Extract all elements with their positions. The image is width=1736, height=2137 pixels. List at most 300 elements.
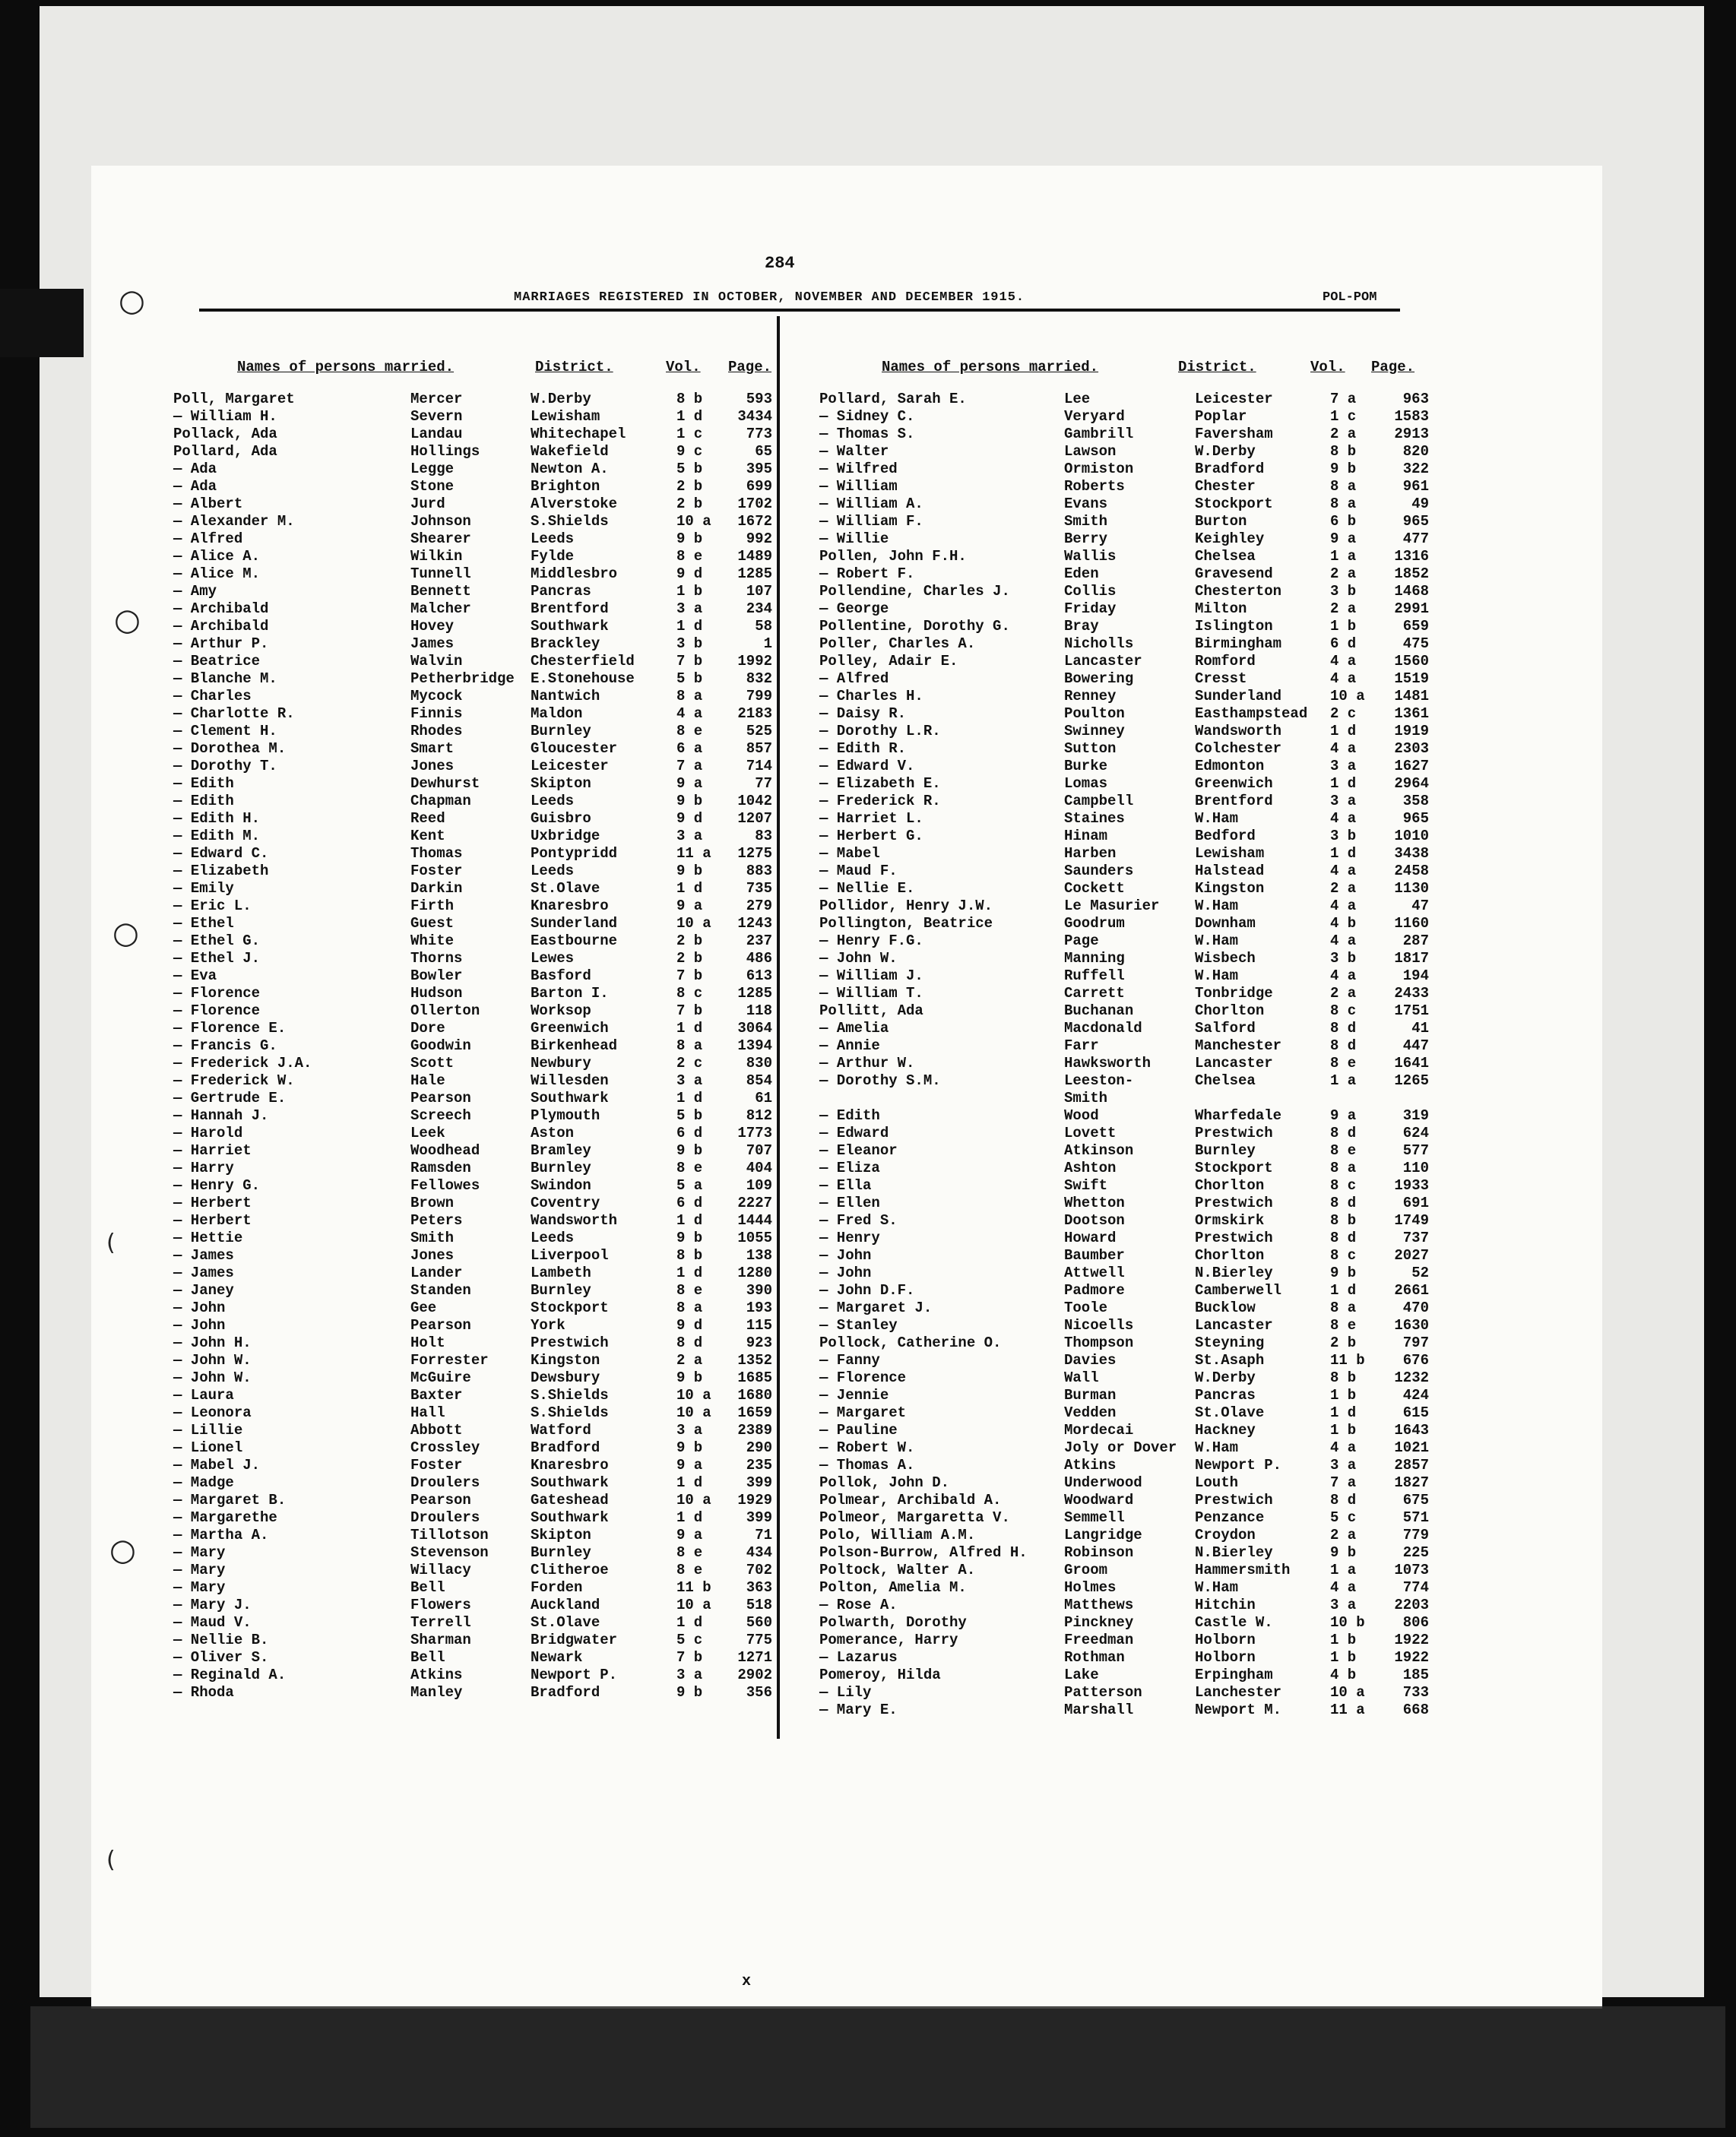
register-entry <box>173 1649 774 1667</box>
entry-volume: 4 b <box>1330 1667 1357 1683</box>
entry-name: — Edith <box>819 1107 880 1124</box>
entry-spouse-surname: Pearson <box>410 1317 471 1334</box>
entry-spouse-surname: Flowers <box>410 1597 471 1613</box>
entry-volume: 6 d <box>676 1125 703 1141</box>
register-entry <box>173 1037 774 1055</box>
entry-page: 737 <box>1402 1230 1429 1246</box>
entry-volume: 9 b <box>676 1230 703 1246</box>
entry-volume: 1 a <box>1330 548 1357 565</box>
entry-page: 832 <box>746 670 772 687</box>
entry-page: 668 <box>1402 1702 1429 1718</box>
entry-name: — Dorothy S.M. <box>819 1072 941 1089</box>
entry-volume: 11 a <box>676 845 711 862</box>
entry-spouse-surname: Macdonald <box>1064 1020 1142 1037</box>
entry-spouse-surname: Lomas <box>1064 775 1108 792</box>
entry-spouse-surname: Baxter <box>410 1387 463 1404</box>
entry-district: Newport P. <box>1195 1457 1282 1474</box>
entry-spouse-surname: Manning <box>1064 950 1125 967</box>
entry-district: Alverstoke <box>531 495 618 512</box>
entry-volume: 1 d <box>676 1474 703 1491</box>
register-entry <box>173 548 774 565</box>
entry-district: Romford <box>1195 653 1256 670</box>
entry-page: 41 <box>1411 1020 1429 1037</box>
entry-spouse-surname: Collis <box>1064 583 1117 600</box>
entry-district: Poplar <box>1195 408 1247 425</box>
entry-district: Lanchester <box>1195 1684 1282 1701</box>
entry-volume: 9 b <box>676 793 703 809</box>
entry-volume: 9 b <box>1330 1265 1357 1281</box>
entry-spouse-surname: Wilkin <box>410 548 463 565</box>
entry-spouse-surname: Nicoells <box>1064 1317 1134 1334</box>
entry-name: Pollington, Beatrice <box>819 915 993 932</box>
entry-page: 702 <box>746 1562 772 1578</box>
entry-page: 1275 <box>737 845 772 862</box>
entry-name: — William T. <box>819 985 923 1002</box>
entry-spouse-surname: Whetton <box>1064 1195 1125 1211</box>
entry-name: — Arthur W. <box>819 1055 915 1072</box>
entry-spouse-surname: Jurd <box>410 495 445 512</box>
entry-district: Coventry <box>531 1195 600 1211</box>
entry-volume: 4 b <box>1330 915 1357 932</box>
entry-district: Bridgwater <box>531 1632 618 1648</box>
entry-name: — Frederick J.A. <box>173 1055 312 1072</box>
entry-district: Aston <box>531 1125 575 1141</box>
entry-name: — Edith R. <box>819 740 907 757</box>
entry-page: 733 <box>1402 1684 1429 1701</box>
entry-volume: 7 b <box>676 967 703 984</box>
entry-volume: 8 a <box>1330 495 1357 512</box>
register-entry <box>173 1369 774 1387</box>
register-entry <box>173 1562 774 1579</box>
entry-name: — Madge <box>173 1474 234 1491</box>
entry-volume: 3 a <box>676 1667 703 1683</box>
register-entry <box>819 600 1435 618</box>
entry-spouse-surname: Woodward <box>1064 1492 1134 1509</box>
entry-district: Burnley <box>531 723 591 739</box>
entry-name: — Frederick R. <box>819 793 941 809</box>
entry-volume: 3 a <box>1330 1597 1357 1613</box>
entry-name: — Dorothy T. <box>173 758 277 774</box>
entry-spouse-surname: Nicholls <box>1064 635 1134 652</box>
entry-district: Newark <box>531 1649 583 1666</box>
entry-district: Chorlton <box>1195 1177 1265 1194</box>
entry-name: — Blanche M. <box>173 670 277 687</box>
entry-volume: 8 e <box>676 1562 703 1578</box>
entry-volume: 8 e <box>676 1282 703 1299</box>
left-entries-column <box>173 391 774 1702</box>
entry-volume: 2 a <box>676 1352 703 1369</box>
register-entry <box>173 705 774 723</box>
entry-district: Bucklow <box>1195 1300 1256 1316</box>
entry-spouse-surname: Lee <box>1064 391 1091 407</box>
entry-spouse-surname: Burke <box>1064 758 1108 774</box>
entry-volume: 4 a <box>1330 932 1357 949</box>
register-entry <box>819 530 1435 548</box>
entry-spouse-surname: Hinam <box>1064 828 1108 844</box>
entry-name: — Harry <box>173 1160 234 1176</box>
entry-spouse-surname: Buchanan <box>1064 1002 1134 1019</box>
register-entry <box>819 1474 1435 1492</box>
entry-spouse-surname: Joly or Dover <box>1064 1439 1177 1456</box>
entry-name: — Edith H. <box>173 810 261 827</box>
register-entry <box>173 1020 774 1037</box>
entry-district: Plymouth <box>531 1107 600 1124</box>
register-entry <box>819 1090 1435 1107</box>
entry-spouse-surname: Farr <box>1064 1037 1099 1054</box>
entry-spouse-surname: Tillotson <box>410 1527 489 1543</box>
entry-page: 118 <box>746 1002 772 1019</box>
entry-page: 395 <box>746 461 772 477</box>
entry-spouse-surname: Goodrum <box>1064 915 1125 932</box>
entry-page: 109 <box>746 1177 772 1194</box>
register-entry <box>819 863 1435 880</box>
entry-page: 2389 <box>737 1422 772 1439</box>
entry-district: Brackley <box>531 635 600 652</box>
entry-volume: 8 b <box>1330 1212 1357 1229</box>
entry-volume: 8 d <box>1330 1195 1357 1211</box>
entry-page: 225 <box>1402 1544 1429 1561</box>
entry-page: 735 <box>746 880 772 897</box>
entry-volume: 10 a <box>1330 688 1365 704</box>
entry-district: S.Shields <box>531 1387 609 1404</box>
entry-district: Colchester <box>1195 740 1282 757</box>
entry-name: — Harriet L. <box>819 810 923 827</box>
entry-volume: 2 c <box>676 1055 703 1072</box>
register-entry <box>173 391 774 408</box>
entry-page: 1827 <box>1394 1474 1429 1491</box>
entry-name: Polson-Burrow, Alfred H. <box>819 1544 1028 1561</box>
entry-district: Forden <box>531 1579 583 1596</box>
register-entry <box>819 391 1435 408</box>
binder-hole-icon: ○ <box>112 916 139 951</box>
entry-volume: 1 d <box>676 1020 703 1037</box>
register-entry <box>819 1300 1435 1317</box>
register-entry <box>819 583 1435 600</box>
entry-name: — Dorothy L.R. <box>819 723 941 739</box>
entry-volume: 8 e <box>1330 1142 1357 1159</box>
entry-page: 424 <box>1402 1387 1429 1404</box>
entry-spouse-surname: Legge <box>410 461 455 477</box>
entry-name: — Alexander M. <box>173 513 295 530</box>
register-entry <box>819 932 1435 950</box>
entry-spouse-surname: Page <box>1064 932 1099 949</box>
entry-spouse-surname: Hollings <box>410 443 480 460</box>
entry-name: — Alice A. <box>173 548 261 565</box>
entry-district: W.Derby <box>1195 443 1256 460</box>
entry-district: Pancras <box>1195 1387 1256 1404</box>
entry-district: Wandsworth <box>531 1212 618 1229</box>
entry-page: 1933 <box>1394 1177 1429 1194</box>
entry-name: — Annie <box>819 1037 880 1054</box>
entry-spouse-surname: Holt <box>410 1334 445 1351</box>
entry-page: 1160 <box>1394 915 1429 932</box>
entry-district: Whitechapel <box>531 426 626 442</box>
register-entry <box>173 1212 774 1230</box>
entry-name: — Emily <box>173 880 234 897</box>
entry-page: 1643 <box>1394 1422 1429 1439</box>
entry-name: — William J. <box>819 967 923 984</box>
entry-spouse-surname: Lovett <box>1064 1125 1117 1141</box>
register-entry <box>173 1422 774 1439</box>
entry-name: — Mary J. <box>173 1597 252 1613</box>
register-entry <box>819 898 1435 915</box>
entry-name: — Amelia <box>819 1020 889 1037</box>
entry-name: — Amy <box>173 583 217 600</box>
register-entry <box>173 1474 774 1492</box>
entry-page: 518 <box>746 1597 772 1613</box>
entry-page: 2913 <box>1394 426 1429 442</box>
entry-volume: 3 b <box>676 635 703 652</box>
entry-page: 1749 <box>1394 1212 1429 1229</box>
entry-name: — Willie <box>819 530 889 547</box>
entry-district: Bradford <box>1195 461 1265 477</box>
entry-volume: 10 a <box>676 513 711 530</box>
entry-spouse-surname: Stone <box>410 478 455 495</box>
register-entry <box>819 880 1435 898</box>
entry-volume: 4 a <box>1330 863 1357 879</box>
entry-page: 714 <box>746 758 772 774</box>
entry-district: N.Bierley <box>1195 1544 1273 1561</box>
entry-page: 774 <box>1402 1579 1429 1596</box>
entry-name: — Fred S. <box>819 1212 898 1229</box>
entry-page: 857 <box>746 740 772 757</box>
entry-page: 1280 <box>737 1265 772 1281</box>
entry-volume: 8 d <box>1330 1125 1357 1141</box>
entry-spouse-surname: Renney <box>1064 688 1117 704</box>
entry-spouse-surname: Freedman <box>1064 1632 1134 1648</box>
entry-spouse-surname: Padmore <box>1064 1282 1125 1299</box>
register-entry <box>819 967 1435 985</box>
entry-spouse-surname: Atkinson <box>1064 1142 1134 1159</box>
entry-spouse-surname: Davies <box>1064 1352 1117 1369</box>
entry-page: 779 <box>1402 1527 1429 1543</box>
entry-spouse-surname: Ormiston <box>1064 461 1134 477</box>
entry-page: 49 <box>1411 495 1429 512</box>
entry-page: 404 <box>746 1160 772 1176</box>
entry-district: Chelsea <box>1195 548 1256 565</box>
entry-district: Kingston <box>1195 880 1265 897</box>
scan-bottom-shadow <box>30 2006 1725 2128</box>
entry-page: 2661 <box>1394 1282 1429 1299</box>
entry-volume: 9 a <box>676 775 703 792</box>
entry-spouse-surname: Firth <box>410 898 455 914</box>
entry-page: 1641 <box>1394 1055 1429 1072</box>
register-entry <box>819 513 1435 530</box>
entry-district: Chelsea <box>1195 1072 1256 1089</box>
column-divider <box>777 316 780 1739</box>
entry-district: Chesterfield <box>531 653 635 670</box>
entry-name: — Alice M. <box>173 565 261 582</box>
register-entry <box>173 600 774 618</box>
entry-spouse-surname: Tunnell <box>410 565 471 582</box>
entry-spouse-surname: McGuire <box>410 1369 471 1386</box>
entry-volume: 10 a <box>676 1387 711 1404</box>
entry-spouse-surname: Hale <box>410 1072 445 1089</box>
entry-spouse-surname: Brown <box>410 1195 455 1211</box>
entry-volume: 8 b <box>1330 443 1357 460</box>
entry-page: 1055 <box>737 1230 772 1246</box>
register-entry <box>173 478 774 495</box>
entry-district: Nantwich <box>531 688 600 704</box>
entry-district: Chorlton <box>1195 1002 1265 1019</box>
entry-district: Chorlton <box>1195 1247 1265 1264</box>
entry-name: — Dorothea M. <box>173 740 287 757</box>
entry-volume: 10 a <box>676 1492 711 1509</box>
entry-name: — Ella <box>819 1177 872 1194</box>
entry-page: 965 <box>1402 810 1429 827</box>
entry-volume: 2 a <box>1330 565 1357 582</box>
entry-district: Fylde <box>531 548 575 565</box>
entry-name: Pollard, Sarah E. <box>819 391 967 407</box>
entry-district: W.Ham <box>1195 1579 1239 1596</box>
entry-volume: 4 a <box>1330 653 1357 670</box>
entry-volume: 1 c <box>1330 408 1357 425</box>
register-entry <box>173 1579 774 1597</box>
page-number: 284 <box>765 254 795 273</box>
entry-spouse-surname: Darkin <box>410 880 463 897</box>
entry-volume: 1 a <box>1330 1072 1357 1089</box>
entry-name: — Ethel G. <box>173 932 261 949</box>
entry-spouse-surname: Lawson <box>1064 443 1117 460</box>
entry-volume: 9 b <box>676 1369 703 1386</box>
entry-name: — William <box>819 478 898 495</box>
entry-spouse-surname: Fellowes <box>410 1177 480 1194</box>
entry-page: 2857 <box>1394 1457 1429 1474</box>
entry-volume: 1 d <box>676 880 703 897</box>
entry-page: 1271 <box>737 1649 772 1666</box>
entry-district: Sunderland <box>1195 688 1282 704</box>
register-entry <box>173 1177 774 1195</box>
entry-volume: 5 c <box>1330 1509 1357 1526</box>
right-header-names: Names of persons married. <box>882 359 1099 375</box>
entry-spouse-surname: Hovey <box>410 618 455 635</box>
entry-name: — Charles <box>173 688 252 704</box>
entry-page: 1702 <box>737 495 772 512</box>
register-entry <box>173 915 774 932</box>
entry-name: — Eva <box>173 967 217 984</box>
entry-volume: 10 a <box>676 1597 711 1613</box>
entry-spouse-surname: Langridge <box>1064 1527 1142 1543</box>
register-entry <box>819 1317 1435 1334</box>
entry-spouse-surname: Mycock <box>410 688 463 704</box>
entry-district: Bramley <box>531 1142 591 1159</box>
entry-page: 2964 <box>1394 775 1429 792</box>
entry-page: 624 <box>1402 1125 1429 1141</box>
entry-volume: 4 a <box>676 705 703 722</box>
entry-volume: 5 b <box>676 1107 703 1124</box>
register-entry <box>819 1579 1435 1597</box>
entry-volume: 1 b <box>676 583 703 600</box>
entry-spouse-surname: Rhodes <box>410 723 463 739</box>
entry-volume: 8 e <box>676 548 703 565</box>
name-range: POL-POM <box>1323 290 1377 305</box>
register-entry <box>819 1177 1435 1195</box>
entry-page: 923 <box>746 1334 772 1351</box>
entry-spouse-surname: Lander <box>410 1265 463 1281</box>
register-entry <box>173 443 774 461</box>
entry-page: 470 <box>1402 1300 1429 1316</box>
entry-page: 1773 <box>737 1125 772 1141</box>
entry-volume: 9 a <box>1330 530 1357 547</box>
entry-district: Burnley <box>531 1282 591 1299</box>
entry-page: 773 <box>746 426 772 442</box>
entry-page: 613 <box>746 967 772 984</box>
entry-district: Wakefield <box>531 443 609 460</box>
entry-page: 1394 <box>737 1037 772 1054</box>
entry-volume: 8 a <box>1330 478 1357 495</box>
register-entry <box>173 1509 774 1527</box>
entry-name: — Elizabeth <box>173 863 269 879</box>
entry-name: — Herbert <box>173 1195 252 1211</box>
entry-district: Bedford <box>1195 828 1256 844</box>
entry-district: Swindon <box>531 1177 591 1194</box>
entry-spouse-surname: Atkins <box>1064 1457 1117 1474</box>
entry-page: 1316 <box>1394 548 1429 565</box>
entry-spouse-surname: Hall <box>410 1404 445 1421</box>
entry-district: Tonbridge <box>1195 985 1273 1002</box>
register-entry <box>819 845 1435 863</box>
register-entry <box>819 705 1435 723</box>
entry-volume: 5 c <box>676 1632 703 1648</box>
register-entry <box>173 1352 774 1369</box>
entry-spouse-surname: Campbell <box>1064 793 1134 809</box>
register-entry <box>173 1090 774 1107</box>
register-entry <box>819 688 1435 705</box>
entry-name: — Henry F.G. <box>819 932 923 949</box>
entry-page: 1685 <box>737 1369 772 1386</box>
entry-name: Polton, Amelia M. <box>819 1579 967 1596</box>
entry-name: — John W. <box>173 1352 252 1369</box>
title-rule <box>199 309 1400 312</box>
entry-district: W.Ham <box>1195 810 1239 827</box>
entry-page: 138 <box>746 1247 772 1264</box>
entry-volume: 10 a <box>1330 1684 1365 1701</box>
entry-volume: 1 b <box>1330 1422 1357 1439</box>
entry-name: — Edith <box>173 793 234 809</box>
register-entry <box>173 408 774 426</box>
entry-page: 83 <box>755 828 772 844</box>
entry-volume: 9 c <box>676 443 703 460</box>
entry-volume: 8 d <box>1330 1230 1357 1246</box>
register-entry <box>173 1667 774 1684</box>
entry-district: St.Olave <box>531 1614 600 1631</box>
entry-volume: 8 a <box>676 688 703 704</box>
entry-district: Auckland <box>531 1597 600 1613</box>
entry-page: 1583 <box>1394 408 1429 425</box>
entry-spouse-surname: Pinckney <box>1064 1614 1134 1631</box>
entry-volume: 8 a <box>1330 1160 1357 1176</box>
entry-page: 659 <box>1402 618 1429 635</box>
register-entry <box>173 723 774 740</box>
page-title: MARRIAGES REGISTERED IN OCTOBER, NOVEMBER AND DECEMBER 1915. <box>514 290 1025 305</box>
entry-district: S.Shields <box>531 513 609 530</box>
left-header-page: Page. <box>728 359 772 375</box>
entry-name: — Clement H. <box>173 723 277 739</box>
entry-district: Birmingham <box>1195 635 1282 652</box>
entry-district: Dewsbury <box>531 1369 600 1386</box>
entry-district: Watford <box>531 1422 591 1439</box>
entry-volume: 11 a <box>1330 1702 1365 1718</box>
entry-volume: 2 b <box>676 495 703 512</box>
entry-district: Wisbech <box>1195 950 1256 967</box>
entry-page: 1021 <box>1394 1439 1429 1456</box>
entry-volume: 11 b <box>1330 1352 1365 1369</box>
entry-page: 2227 <box>737 1195 772 1211</box>
entry-page: 363 <box>746 1579 772 1596</box>
register-entry <box>819 670 1435 688</box>
entry-page: 676 <box>1402 1352 1429 1369</box>
entry-district: Ormskirk <box>1195 1212 1265 1229</box>
